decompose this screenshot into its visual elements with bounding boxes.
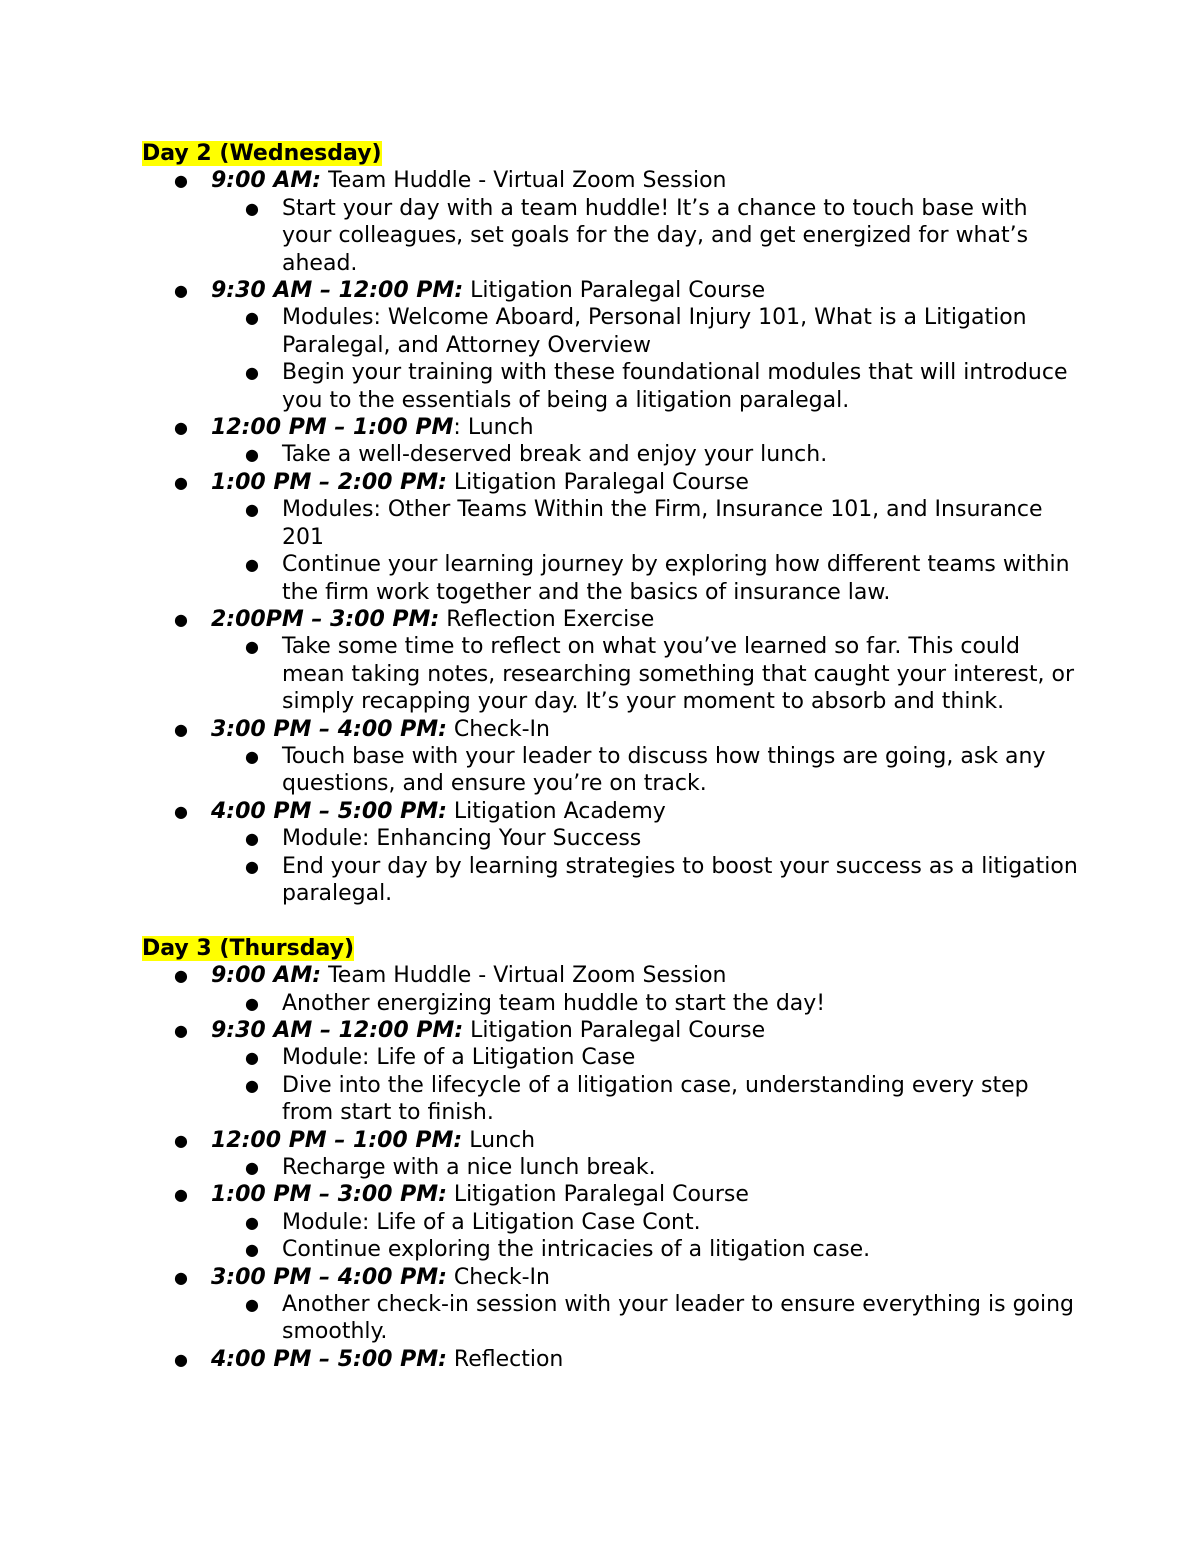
detail-item [142,633,1082,715]
detail-item [142,496,1082,551]
session-time: 9:00 AM: [211,168,322,194]
detail-text: Continue exploring the intricacies of a litigation case. [282,1237,871,1263]
session-details [211,825,1082,907]
bullet-icon: ● [245,555,259,575]
day-heading-text: Day 3 (Thursday) [142,935,355,961]
bullet-icon: ● [245,1295,259,1315]
session-item [142,1346,1082,1373]
detail-item [142,551,1082,606]
day-heading [142,935,1082,962]
session-item [142,1017,1082,1127]
session-time: 9:00 AM: [211,963,322,989]
bullet-icon: ● [174,1020,188,1040]
session-time: 9:30 AM – 12:00 PM: [211,278,464,304]
bullet-icon: ● [245,1048,259,1068]
detail-text: Dive into the lifecycle of a litigation case, understanding every step from start to finish. [282,1072,1029,1126]
bullet-icon: ● [245,1158,259,1178]
session-title: Litigation Paralegal Course [446,1182,749,1208]
bullet-icon: ● [245,1240,259,1260]
session-title: Reflection [446,1346,564,1372]
session-title: Lunch [462,1127,536,1153]
session-details [211,1154,1082,1181]
session-item [142,962,1082,1017]
bullet-icon: ● [245,1212,259,1232]
detail-item [142,441,1082,468]
session-item [142,606,1082,716]
session-item [142,469,1082,606]
session-time: 3:00 PM – 4:00 PM: [211,716,447,742]
detail-text: Start your day with a team huddle! It’s a chance to touch base with your colleagues, set goals for the day, and get energized for what’s ahead. [282,195,1029,276]
detail-text: Take some time to reflect on what you’ve learned so far. This could mean taking notes, researching something that caught your interest, or simply recapping your day. It’s your moment to absorb and think. [282,634,1074,715]
document-page [142,140,1082,1373]
detail-text: Module: Enhancing Your Success [282,826,642,852]
session-item [142,1264,1082,1346]
session-item [142,798,1082,908]
day-heading-text: Day 2 (Wednesday) [142,141,382,166]
session-details [211,496,1082,606]
session-item [142,1181,1082,1263]
detail-item [142,990,1082,1017]
detail-item [142,825,1082,852]
bullet-icon: ● [174,1349,188,1369]
detail-text: Module: Life of a Litigation Case Cont. [282,1209,701,1235]
bullet-icon: ● [174,418,188,438]
session-item [142,167,1082,277]
bullet-icon: ● [245,445,259,465]
session-details [211,441,1082,468]
detail-text: Begin your training with these foundational modules that will introduce you to the essentials of being a litigation paralegal. [282,360,1068,413]
session-time: 1:00 PM – 3:00 PM: [211,1182,447,1208]
session-title: Check-In [446,1264,550,1290]
session-time: 1:00 PM – 2:00 PM: [211,469,447,495]
detail-text: Modules: Welcome Aboard, Personal Injury 101, What is a Litigation Paralegal, and Attorney Overview [282,305,1027,358]
detail-item [142,1236,1082,1263]
bullet-icon: ● [245,829,259,849]
session-details [211,304,1082,414]
bullet-icon: ● [245,1075,259,1095]
detail-text: Continue your learning journey by exploring how different teams within the firm work together and the basics of insurance law. [282,552,1070,605]
session-time: 9:30 AM – 12:00 PM: [211,1017,464,1043]
bullet-icon: ● [245,363,259,383]
session-list [142,962,1082,1373]
bullet-icon: ● [245,637,259,657]
bullet-icon: ● [174,472,188,492]
session-details [211,633,1082,715]
session-title: Team Huddle - Virtual Zoom Session [321,168,727,194]
bullet-icon: ● [174,719,188,739]
session-details [211,195,1082,277]
session-list [142,167,1082,907]
detail-item [142,1072,1082,1127]
session-title: Reflection Exercise [439,606,655,632]
session-title: Litigation Paralegal Course [463,278,766,304]
bullet-icon: ● [174,801,188,821]
bullet-icon: ● [174,1130,188,1150]
session-item [142,1127,1082,1182]
detail-item [142,743,1082,798]
session-time: 4:00 PM – 5:00 PM: [211,798,447,824]
session-time: 12:00 PM – 1:00 PM: [211,1127,463,1153]
bullet-icon: ● [245,993,259,1013]
session-details [211,1209,1082,1264]
session-title: Check-In [446,716,550,742]
detail-text: Module: Life of a Litigation Case [282,1045,636,1071]
detail-item [142,1291,1082,1346]
session-item [142,716,1082,798]
detail-text: Take a well-deserved break and enjoy your lunch. [282,442,828,468]
session-title: : Lunch [453,415,534,441]
session-details [211,1044,1082,1126]
detail-item [142,304,1082,359]
session-details [211,990,1082,1017]
detail-text: Another check-in session with your leader to ensure everything is going smoothly. [282,1292,1075,1345]
detail-item [142,359,1082,414]
detail-text: End your day by learning strategies to boost your success as a litigation paralegal. [282,853,1078,906]
bullet-icon: ● [174,281,188,301]
detail-text: Recharge with a nice lunch break. [282,1155,656,1181]
detail-item [142,853,1082,908]
bullet-icon: ● [174,609,188,629]
session-title: Litigation Paralegal Course [463,1017,766,1043]
session-item [142,414,1082,469]
session-title: Litigation Paralegal Course [446,469,749,495]
session-title: Team Huddle - Virtual Zoom Session [321,963,727,989]
session-time: 12:00 PM – 1:00 PM [211,415,454,441]
bullet-icon: ● [245,198,259,218]
session-item [142,277,1082,414]
detail-text: Another energizing team huddle to start the day! [282,990,826,1016]
day-section [142,935,1082,1374]
bullet-icon: ● [174,966,188,986]
bullet-icon: ● [174,1185,188,1205]
session-details [211,743,1082,798]
session-time: 4:00 PM – 5:00 PM: [211,1346,447,1372]
session-details [211,1291,1082,1346]
detail-item [142,1044,1082,1071]
bullet-icon: ● [245,500,259,520]
detail-item [142,1209,1082,1236]
bullet-icon: ● [174,1267,188,1287]
session-title: Litigation Academy [446,798,666,824]
detail-item [142,1154,1082,1181]
bullet-icon: ● [245,856,259,876]
bullet-icon: ● [174,171,188,191]
detail-item [142,195,1082,277]
session-time: 2:00PM – 3:00 PM: [211,606,440,632]
bullet-icon: ● [245,308,259,328]
bullet-icon: ● [245,746,259,766]
session-time: 3:00 PM – 4:00 PM: [211,1264,447,1290]
detail-text: Touch base with your leader to discuss how things are going, ask any questions, and ensure you’re on track. [282,743,1046,797]
day-heading [142,140,1082,167]
detail-text: Modules: Other Teams Within the Firm, Insurance 101, and Insurance 201 [282,497,1043,550]
day-section [142,140,1082,907]
